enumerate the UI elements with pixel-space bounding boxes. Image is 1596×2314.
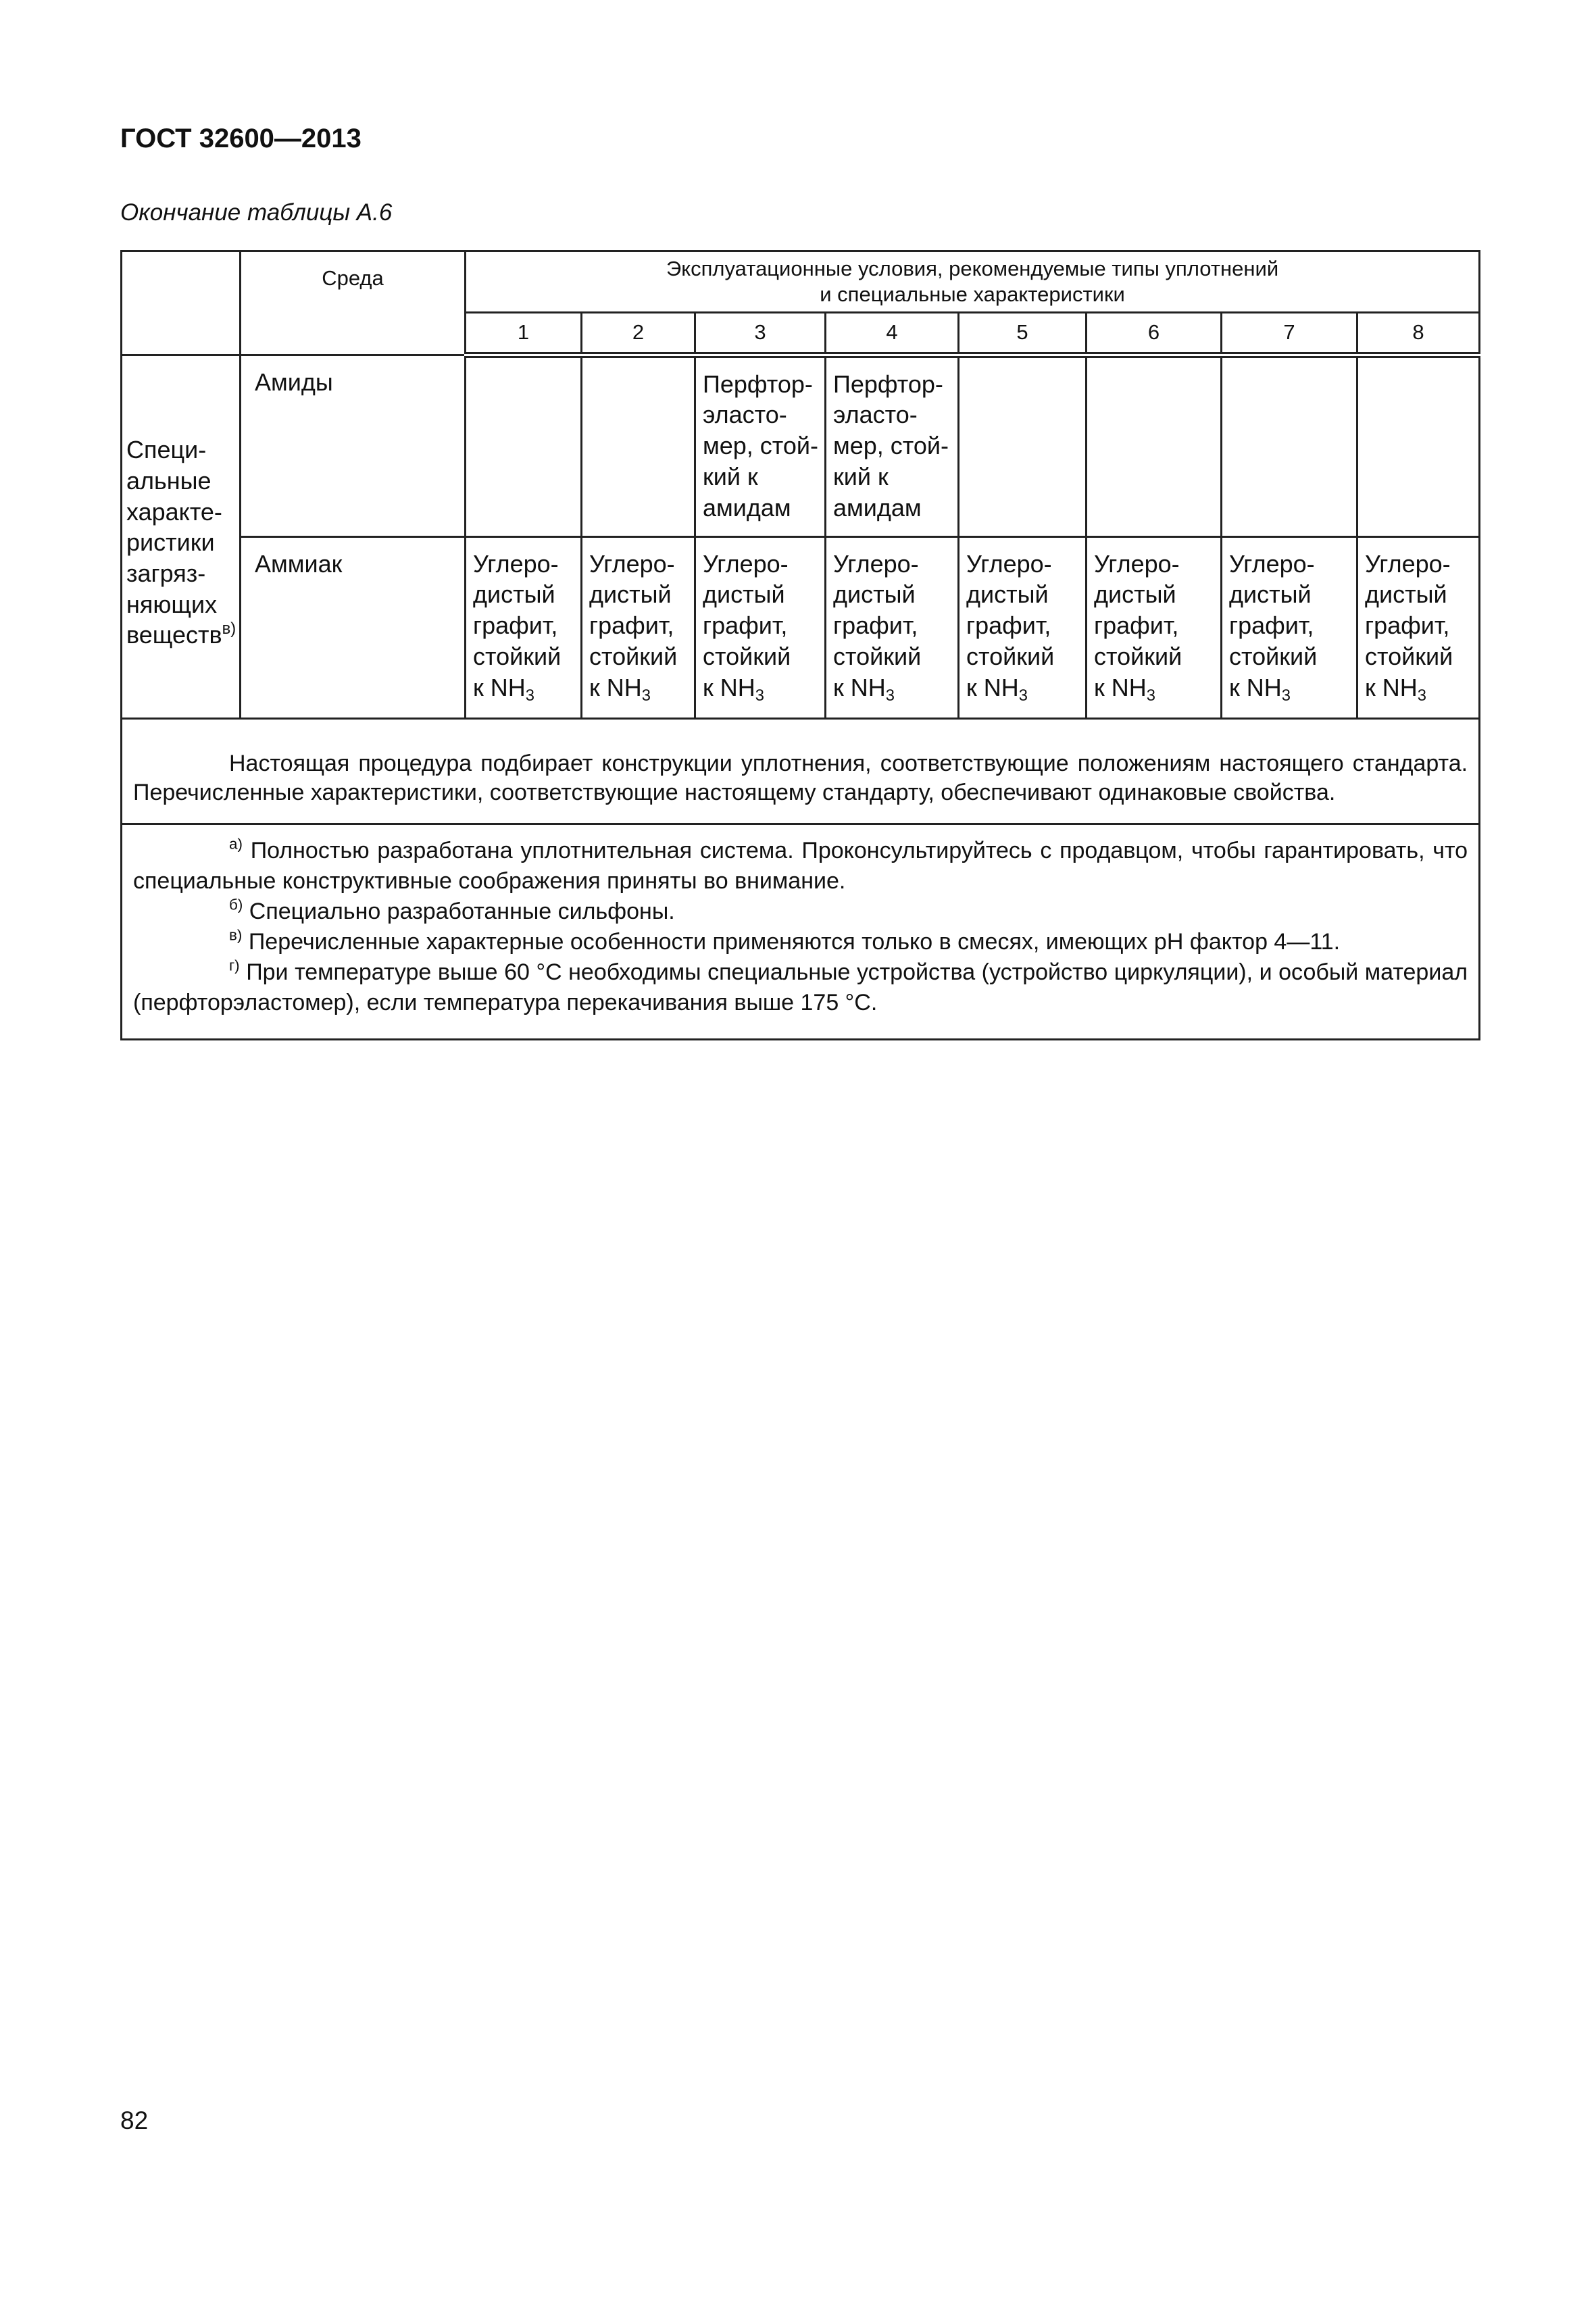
cell-line: графит, [1229, 611, 1314, 640]
ammonia-cell [1087, 536, 1222, 718]
cell-line: к $NH_3$ [833, 673, 895, 705]
cell-line: Углеро- [1365, 549, 1451, 578]
side-label-line: ристики [126, 528, 215, 557]
column-number: 6 [1087, 312, 1222, 355]
table-note-row [122, 718, 1480, 824]
amides-cell [695, 355, 826, 536]
cell-line: Углеро- [966, 549, 1052, 578]
footnote-text: Специально разработанные сильфоны. [243, 899, 675, 925]
amides-cell [582, 355, 695, 536]
cell-line: эласто- [833, 401, 918, 429]
amides-cell [959, 355, 1087, 536]
cell-line: кий к [703, 462, 758, 491]
page-number: 82 [120, 2107, 149, 2134]
cell-line: дистый [1365, 580, 1447, 609]
ammonia-cell [1222, 536, 1357, 718]
cell-line: кий к [833, 462, 889, 491]
ammonia-cell [826, 536, 959, 718]
side-label [126, 434, 239, 651]
cell-line: дистый [1229, 580, 1312, 609]
cell-line: дистый [703, 580, 785, 609]
column-number: 4 [826, 312, 959, 355]
ammonia-cell [582, 536, 695, 718]
cell-line: эласто- [703, 401, 787, 429]
cell-line: стойкий [1229, 642, 1318, 670]
cell-line: к $NH_3$ [1094, 673, 1155, 705]
cell-line: Перфтор- [703, 370, 813, 398]
cell-line: дистый [473, 580, 555, 609]
column-number: 8 [1357, 312, 1480, 355]
cell-line: графит, [833, 611, 918, 640]
footnote-mark: г) [229, 957, 240, 974]
amides-cell [1357, 355, 1480, 536]
side-label-line: няющих [126, 590, 218, 618]
cell-line: к $NH_3$ [703, 673, 764, 705]
cell-line: Перфтор- [833, 370, 943, 398]
cell-line: к $NH_3$ [589, 673, 651, 705]
table-row [122, 536, 1480, 718]
cell-line: Углеро- [1229, 549, 1315, 578]
cell-line: к $NH_3$ [966, 673, 1028, 705]
cell-line: к $NH_3$ [1365, 673, 1426, 705]
cell-line: к $NH_3$ [1229, 673, 1291, 705]
footnote-mark: а) [229, 835, 243, 853]
cell-line: графит, [1094, 611, 1179, 640]
cell-line: стойкий [1094, 642, 1182, 670]
cell-line: Углеро- [589, 549, 675, 578]
amides-cell [466, 355, 582, 536]
footnote-text: Полностью разработана уплотнительная система. Проконсультируйтесь с продавцом, чтобы гарантировать, что специальные конструктивные соображения приняты во внимание. [133, 838, 1468, 895]
cell-line: мер, стой- [703, 432, 818, 460]
cell-line: Углеро- [833, 549, 919, 578]
table-caption: Окончание таблицы А.6 [120, 199, 393, 226]
cell-line: графит, [473, 611, 558, 640]
table-row [122, 355, 1480, 536]
cell-line: дистый [1094, 580, 1176, 609]
footnotes-row [122, 824, 1480, 1039]
conditions-header-line-1: Эксплуатационные условия, рекомендуемые типы уплотнений [666, 257, 1279, 280]
cell-line: графит, [966, 611, 1051, 640]
cell-line: Углеро- [703, 549, 789, 578]
cell-line: стойкий [833, 642, 922, 670]
table-corner-cell [122, 251, 241, 355]
seal-conditions-table [120, 250, 1480, 1040]
side-label-line: загряз- [126, 559, 206, 587]
footnotes [122, 824, 1480, 1039]
cell-line: Углеро- [473, 549, 559, 578]
footnote-text: При температуре выше 60 °С необходимы специальные устройства (устройство циркуляции), и особый материал (перфторэластомер), если температура перекачивания выше 175 °С. [133, 959, 1468, 1015]
ammonia-cell [695, 536, 826, 718]
conditions-column-header [466, 251, 1480, 313]
side-label-line: альные [126, 466, 211, 495]
cell-line: дистый [966, 580, 1049, 609]
amides-cell [1222, 355, 1357, 536]
footnote [133, 957, 1468, 1018]
cell-line: мер, стой- [833, 432, 949, 460]
amides-cell [826, 355, 959, 536]
column-number: 2 [582, 312, 695, 355]
cell-line: графит, [1365, 611, 1450, 640]
env-column-header: Среда [241, 251, 466, 355]
document-code: ГОСТ 32600—2013 [120, 124, 361, 153]
env-amides: Амиды [241, 355, 466, 536]
cell-line: стойкий [473, 642, 562, 670]
footnote-mark: в) [222, 620, 236, 638]
note-text: Настоящая процедура подбирает конструкции уплотнения, соответствующие положениям настоящего стандарта. Перечисленные характеристики, соответствующие настоящему стандарту, обеспечивают одинаковые свойства. [133, 750, 1468, 806]
column-number: 7 [1222, 312, 1357, 355]
cell-line: стойкий [703, 642, 791, 670]
cell-line: амидам [833, 493, 922, 522]
cell-line: графит, [589, 611, 674, 640]
cell-line: к $NH_3$ [473, 673, 534, 705]
table-note [122, 718, 1480, 824]
footnote-text: Перечисленные характерные особенности применяются только в смесях, имеющих pH фактор 4—11. [242, 928, 1341, 955]
cell-line: амидам [703, 493, 791, 522]
side-label-cell [122, 355, 241, 718]
cell-line: Углеро- [1094, 549, 1180, 578]
cell-line: стойкий [1365, 642, 1453, 670]
ammonia-cell [466, 536, 582, 718]
cell-line: графит, [703, 611, 788, 640]
cell-line: дистый [833, 580, 916, 609]
env-ammonia: Аммиак [241, 536, 466, 718]
side-label-line: Специ- [126, 436, 207, 464]
conditions-header-line-2: и специальные характеристики [820, 282, 1125, 306]
cell-line: стойкий [966, 642, 1055, 670]
cell-line: стойкий [589, 642, 678, 670]
column-number: 3 [695, 312, 826, 355]
footnote [133, 836, 1468, 897]
cell-line: дистый [589, 580, 672, 609]
side-label-line: веществ [126, 621, 222, 649]
footnote [133, 897, 1468, 927]
amides-cell [1087, 355, 1222, 536]
column-number: 1 [466, 312, 582, 355]
footnote-mark: в) [229, 926, 243, 944]
ammonia-cell [1357, 536, 1480, 718]
footnote [133, 927, 1468, 957]
column-number: 5 [959, 312, 1087, 355]
footnote-mark: б) [229, 896, 243, 913]
ammonia-cell [959, 536, 1087, 718]
side-label-line: характе- [126, 497, 222, 526]
